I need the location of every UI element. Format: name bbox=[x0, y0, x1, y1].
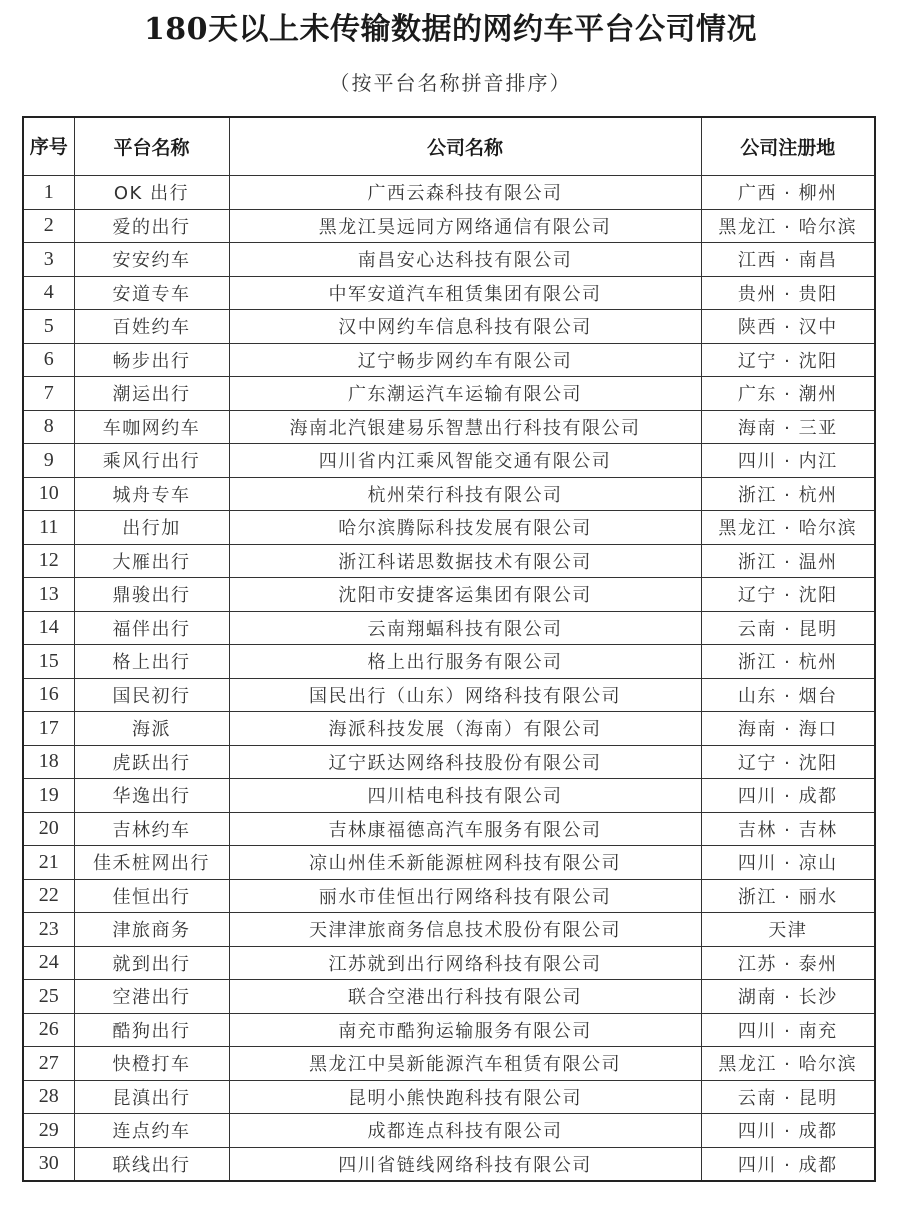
platform-name-cell: 华逸出行 bbox=[74, 779, 229, 813]
company-name-cell: 四川桔电科技有限公司 bbox=[229, 779, 701, 813]
platform-name-cell: 潮运出行 bbox=[74, 377, 229, 411]
platform-name-cell: 出行加 bbox=[74, 511, 229, 545]
platform-name-cell: 福伴出行 bbox=[74, 611, 229, 645]
table-row bbox=[23, 745, 875, 779]
table-row bbox=[23, 913, 875, 947]
company-name-cell: 辽宁跃达网络科技股份有限公司 bbox=[229, 745, 701, 779]
serial-number-cell: 20 bbox=[23, 812, 74, 846]
platform-name-cell: 国民初行 bbox=[74, 678, 229, 712]
company-name-cell: 杭州荣行科技有限公司 bbox=[229, 477, 701, 511]
registered-location-cell: 浙江 · 杭州 bbox=[701, 477, 875, 511]
serial-number-cell: 19 bbox=[23, 779, 74, 813]
platform-name-cell: 安道专车 bbox=[74, 276, 229, 310]
platform-name-cell: 乘风行出行 bbox=[74, 444, 229, 478]
table-row bbox=[23, 1114, 875, 1148]
company-name-cell: 江苏就到出行网络科技有限公司 bbox=[229, 946, 701, 980]
registered-location-cell: 黑龙江 · 哈尔滨 bbox=[701, 209, 875, 243]
platform-name-cell: 昆滇出行 bbox=[74, 1080, 229, 1114]
header-serial-number: 序号 bbox=[23, 117, 74, 176]
company-name-cell: 广西云森科技有限公司 bbox=[229, 176, 701, 210]
serial-number-cell: 4 bbox=[23, 276, 74, 310]
registered-location-cell: 四川 · 内江 bbox=[701, 444, 875, 478]
registered-location-cell: 四川 · 成都 bbox=[701, 1114, 875, 1148]
serial-number-cell: 6 bbox=[23, 343, 74, 377]
serial-number-cell: 28 bbox=[23, 1080, 74, 1114]
company-name-cell: 中军安道汽车租赁集团有限公司 bbox=[229, 276, 701, 310]
table-row bbox=[23, 410, 875, 444]
platform-name-cell: 联线出行 bbox=[74, 1147, 229, 1181]
registered-location-cell: 海南 · 海口 bbox=[701, 712, 875, 746]
table-row bbox=[23, 243, 875, 277]
header-platform-name: 平台名称 bbox=[74, 117, 229, 176]
table-body bbox=[23, 176, 875, 1182]
platform-name-cell: 鼎骏出行 bbox=[74, 578, 229, 612]
registered-location-cell: 湖南 · 长沙 bbox=[701, 980, 875, 1014]
company-name-cell: 南昌安心达科技有限公司 bbox=[229, 243, 701, 277]
serial-number-cell: 10 bbox=[23, 477, 74, 511]
company-name-cell: 黑龙江昊远同方网络通信有限公司 bbox=[229, 209, 701, 243]
platform-name-cell: 爱的出行 bbox=[74, 209, 229, 243]
serial-number-cell: 24 bbox=[23, 946, 74, 980]
company-name-cell: 天津津旅商务信息技术股份有限公司 bbox=[229, 913, 701, 947]
company-name-cell: 辽宁畅步网约车有限公司 bbox=[229, 343, 701, 377]
company-name-cell: 国民出行（山东）网络科技有限公司 bbox=[229, 678, 701, 712]
serial-number-cell: 21 bbox=[23, 846, 74, 880]
serial-number-cell: 18 bbox=[23, 745, 74, 779]
company-name-cell: 云南翔蝠科技有限公司 bbox=[229, 611, 701, 645]
company-name-cell: 海派科技发展（海南）有限公司 bbox=[229, 712, 701, 746]
serial-number-cell: 16 bbox=[23, 678, 74, 712]
company-name-cell: 联合空港出行科技有限公司 bbox=[229, 980, 701, 1014]
platform-name-cell: 吉林约车 bbox=[74, 812, 229, 846]
header-registered-location: 公司注册地 bbox=[701, 117, 875, 176]
platform-name-cell: 安安约车 bbox=[74, 243, 229, 277]
platform-name-cell: 津旅商务 bbox=[74, 913, 229, 947]
platform-name-cell: 酷狗出行 bbox=[74, 1013, 229, 1047]
table-row bbox=[23, 1047, 875, 1081]
registered-location-cell: 天津 bbox=[701, 913, 875, 947]
table-row bbox=[23, 779, 875, 813]
serial-number-cell: 5 bbox=[23, 310, 74, 344]
document-subtitle: （按平台名称拼音排序） bbox=[329, 71, 572, 95]
company-name-cell: 浙江科诺思数据技术有限公司 bbox=[229, 544, 701, 578]
table-row bbox=[23, 578, 875, 612]
table-row bbox=[23, 879, 875, 913]
serial-number-cell: 27 bbox=[23, 1047, 74, 1081]
table-row bbox=[23, 712, 875, 746]
table-row bbox=[23, 176, 875, 210]
platform-name-cell: 城舟专车 bbox=[74, 477, 229, 511]
table-row bbox=[23, 209, 875, 243]
company-name-cell: 沈阳市安捷客运集团有限公司 bbox=[229, 578, 701, 612]
serial-number-cell: 3 bbox=[23, 243, 74, 277]
company-name-cell: 丽水市佳恒出行网络科技有限公司 bbox=[229, 879, 701, 913]
company-name-cell: 四川省链线网络科技有限公司 bbox=[229, 1147, 701, 1181]
platform-name-cell: 连点约车 bbox=[74, 1114, 229, 1148]
company-name-cell: 汉中网约车信息科技有限公司 bbox=[229, 310, 701, 344]
table-row bbox=[23, 812, 875, 846]
registered-location-cell: 浙江 · 丽水 bbox=[701, 879, 875, 913]
company-name-cell: 南充市酷狗运输服务有限公司 bbox=[229, 1013, 701, 1047]
serial-number-cell: 12 bbox=[23, 544, 74, 578]
company-name-cell: 吉林康福德高汽车服务有限公司 bbox=[229, 812, 701, 846]
platform-name-cell: 畅步出行 bbox=[74, 343, 229, 377]
header-company-name: 公司名称 bbox=[229, 117, 701, 176]
serial-number-cell: 1 bbox=[23, 176, 74, 210]
table-header-row bbox=[23, 117, 875, 176]
serial-number-cell: 15 bbox=[23, 645, 74, 679]
platform-name-cell: 快橙打车 bbox=[74, 1047, 229, 1081]
registered-location-cell: 浙江 · 杭州 bbox=[701, 645, 875, 679]
table-row bbox=[23, 544, 875, 578]
company-name-cell: 四川省内江乘风智能交通有限公司 bbox=[229, 444, 701, 478]
table-row bbox=[23, 310, 875, 344]
platform-name-cell: 佳禾桩网出行 bbox=[74, 846, 229, 880]
platform-name-cell: 虎跃出行 bbox=[74, 745, 229, 779]
serial-number-cell: 23 bbox=[23, 913, 74, 947]
serial-number-cell: 29 bbox=[23, 1114, 74, 1148]
serial-number-cell: 17 bbox=[23, 712, 74, 746]
table-row bbox=[23, 1080, 875, 1114]
table-row bbox=[23, 343, 875, 377]
company-name-cell: 成都连点科技有限公司 bbox=[229, 1114, 701, 1148]
registered-location-cell: 辽宁 · 沈阳 bbox=[701, 745, 875, 779]
platform-company-table bbox=[22, 116, 876, 1182]
document-title: 180天以上未传输数据的网约车平台公司情况 bbox=[143, 12, 758, 47]
registered-location-cell: 广东 · 潮州 bbox=[701, 377, 875, 411]
company-name-cell: 格上出行服务有限公司 bbox=[229, 645, 701, 679]
company-name-cell: 哈尔滨腾际科技发展有限公司 bbox=[229, 511, 701, 545]
registered-location-cell: 江西 · 南昌 bbox=[701, 243, 875, 277]
registered-location-cell: 云南 · 昆明 bbox=[701, 1080, 875, 1114]
company-name-cell: 凉山州佳禾新能源桩网科技有限公司 bbox=[229, 846, 701, 880]
serial-number-cell: 8 bbox=[23, 410, 74, 444]
registered-location-cell: 贵州 · 贵阳 bbox=[701, 276, 875, 310]
registered-location-cell: 四川 · 凉山 bbox=[701, 846, 875, 880]
registered-location-cell: 黑龙江 · 哈尔滨 bbox=[701, 1047, 875, 1081]
registered-location-cell: 海南 · 三亚 bbox=[701, 410, 875, 444]
serial-number-cell: 30 bbox=[23, 1147, 74, 1181]
table-row bbox=[23, 611, 875, 645]
serial-number-cell: 7 bbox=[23, 377, 74, 411]
serial-number-cell: 25 bbox=[23, 980, 74, 1014]
platform-name-cell: 百姓约车 bbox=[74, 310, 229, 344]
registered-location-cell: 辽宁 · 沈阳 bbox=[701, 578, 875, 612]
company-name-cell: 黑龙江中昊新能源汽车租赁有限公司 bbox=[229, 1047, 701, 1081]
table-row bbox=[23, 511, 875, 545]
company-name-cell: 广东潮运汽车运输有限公司 bbox=[229, 377, 701, 411]
registered-location-cell: 辽宁 · 沈阳 bbox=[701, 343, 875, 377]
platform-name-cell: OK 出行 bbox=[74, 176, 229, 210]
table-row bbox=[23, 946, 875, 980]
table-row bbox=[23, 377, 875, 411]
platform-name-cell: 就到出行 bbox=[74, 946, 229, 980]
table-row bbox=[23, 980, 875, 1014]
platform-name-cell: 车咖网约车 bbox=[74, 410, 229, 444]
platform-name-cell: 佳恒出行 bbox=[74, 879, 229, 913]
registered-location-cell: 浙江 · 温州 bbox=[701, 544, 875, 578]
table-row bbox=[23, 444, 875, 478]
registered-location-cell: 山东 · 烟台 bbox=[701, 678, 875, 712]
registered-location-cell: 黑龙江 · 哈尔滨 bbox=[701, 511, 875, 545]
table-row bbox=[23, 477, 875, 511]
table-row bbox=[23, 1147, 875, 1181]
company-name-cell: 海南北汽银建易乐智慧出行科技有限公司 bbox=[229, 410, 701, 444]
table-row bbox=[23, 846, 875, 880]
table-row bbox=[23, 1013, 875, 1047]
registered-location-cell: 四川 · 南充 bbox=[701, 1013, 875, 1047]
registered-location-cell: 云南 · 昆明 bbox=[701, 611, 875, 645]
platform-name-cell: 空港出行 bbox=[74, 980, 229, 1014]
table-row bbox=[23, 645, 875, 679]
registered-location-cell: 吉林 · 吉林 bbox=[701, 812, 875, 846]
serial-number-cell: 13 bbox=[23, 578, 74, 612]
registered-location-cell: 四川 · 成都 bbox=[701, 779, 875, 813]
table-row bbox=[23, 678, 875, 712]
registered-location-cell: 陕西 · 汉中 bbox=[701, 310, 875, 344]
table-row bbox=[23, 276, 875, 310]
platform-name-cell: 格上出行 bbox=[74, 645, 229, 679]
platform-name-cell: 海派 bbox=[74, 712, 229, 746]
registered-location-cell: 江苏 · 泰州 bbox=[701, 946, 875, 980]
serial-number-cell: 22 bbox=[23, 879, 74, 913]
serial-number-cell: 26 bbox=[23, 1013, 74, 1047]
platform-name-cell: 大雁出行 bbox=[74, 544, 229, 578]
serial-number-cell: 9 bbox=[23, 444, 74, 478]
serial-number-cell: 14 bbox=[23, 611, 74, 645]
registered-location-cell: 广西 · 柳州 bbox=[701, 176, 875, 210]
company-name-cell: 昆明小熊快跑科技有限公司 bbox=[229, 1080, 701, 1114]
serial-number-cell: 2 bbox=[23, 209, 74, 243]
serial-number-cell: 11 bbox=[23, 511, 74, 545]
registered-location-cell: 四川 · 成都 bbox=[701, 1147, 875, 1181]
